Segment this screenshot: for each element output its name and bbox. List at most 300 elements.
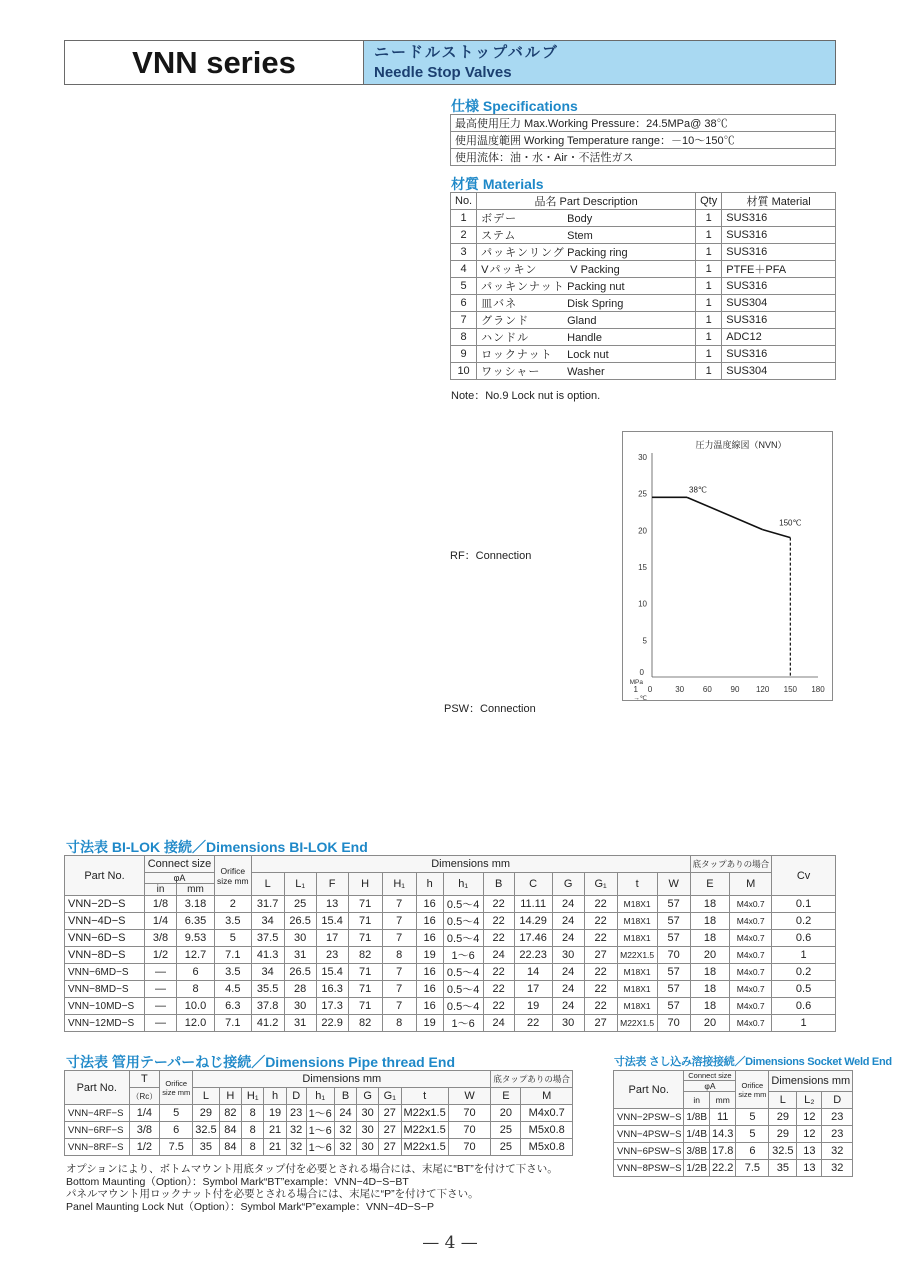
- bilok-cell: 22: [584, 930, 617, 947]
- pipe-cell: 5: [160, 1105, 193, 1122]
- subtitle-japanese: ニードルストップバルブ: [374, 44, 559, 61]
- bilok-cell: 7: [382, 964, 416, 981]
- bilok-cell: M22X1.5: [617, 1015, 657, 1032]
- materials-col-qty: Qty: [696, 193, 722, 210]
- pipe-cell: 70: [448, 1105, 491, 1122]
- pipe-cell: 8: [242, 1105, 264, 1122]
- series-line-segment: [763, 530, 791, 538]
- bilok-cell: 37.8: [251, 998, 284, 1015]
- bilok-cell: 30: [552, 1015, 584, 1032]
- pipe-col-h: h: [264, 1088, 286, 1105]
- socket-cell: 5: [736, 1126, 769, 1143]
- socket-cell: 13: [797, 1143, 822, 1160]
- socket-body: [614, 1109, 853, 1177]
- bilok-col-G: G: [552, 873, 584, 896]
- bilok-cell: 0.5～4: [443, 964, 483, 981]
- bilok-cell: 19: [416, 947, 443, 964]
- bilok-cell: —: [145, 964, 177, 981]
- socket-cell: 12: [797, 1126, 822, 1143]
- socket-cell: VNN−8PSW−S: [614, 1160, 684, 1177]
- bilok-col-h1: h₁: [443, 873, 483, 896]
- pipe-cell: 32: [286, 1122, 306, 1139]
- materials-row: [451, 227, 836, 244]
- bilok-cell: 26.5: [284, 913, 316, 930]
- materials-row: [451, 210, 836, 227]
- socket-cell: 6: [736, 1143, 769, 1160]
- bilok-cell: 0.5～4: [443, 913, 483, 930]
- bilok-cell: 1～6: [443, 947, 483, 964]
- bilok-dims-header: Dimensions mm: [251, 856, 690, 873]
- socket-cell: VNN−2PSW−S: [614, 1109, 684, 1126]
- spec-temperature: 使用温度範囲 Working Temperature range：－10～150℃: [451, 132, 836, 149]
- bilok-cell: M4x0.7: [730, 896, 772, 913]
- rf-connection-label: RF：Connection: [450, 550, 532, 562]
- bilok-cell: 16.3: [316, 981, 348, 998]
- bilok-part-header: Part No.: [65, 856, 145, 896]
- materials-col-material: 材質 Material: [722, 193, 836, 210]
- bilok-col-h: h: [416, 873, 443, 896]
- bilok-cell: M18X1: [617, 964, 657, 981]
- pipe-cell: 19: [264, 1105, 286, 1122]
- socket-connect-header: Connect size: [684, 1071, 736, 1081]
- socket-row: [614, 1160, 853, 1177]
- bilok-cell: 0.6: [772, 998, 836, 1015]
- pipe-col-H: H: [219, 1088, 241, 1105]
- bilok-col-M: M: [730, 873, 772, 896]
- pipe-cell: 23: [286, 1105, 306, 1122]
- x-tick-label: 120: [755, 685, 770, 694]
- socket-cell: 32.5: [769, 1143, 797, 1160]
- materials-row: [451, 346, 836, 363]
- bilok-row: [65, 913, 836, 930]
- bilok-cell: 11.11: [514, 896, 552, 913]
- y-tick-label: 25: [638, 489, 647, 499]
- bilok-cell: 4.5: [215, 981, 252, 998]
- pipe-cell: 1～6: [306, 1139, 334, 1156]
- materials-material: SUS304: [722, 295, 836, 312]
- bilok-cell: 22: [483, 896, 514, 913]
- bilok-cell: 17.46: [514, 930, 552, 947]
- pipe-cell: M5x0.8: [521, 1122, 573, 1139]
- pressure-temperature-chart: [622, 431, 833, 701]
- bilok-cell: VNN−6MD−S: [65, 964, 145, 981]
- socket-row: [614, 1143, 853, 1160]
- pipe-col-D: D: [286, 1088, 306, 1105]
- pipe-cell: 6: [160, 1122, 193, 1139]
- materials-col-no: No.: [451, 193, 477, 210]
- bilok-cell: 16: [416, 896, 443, 913]
- socket-cell: 32: [822, 1143, 853, 1160]
- chart-title: 圧力温度線図（NVN）: [695, 440, 787, 450]
- bilok-cell: 17: [316, 930, 348, 947]
- pipe-cell: 24: [334, 1105, 356, 1122]
- bilok-cell: 22: [483, 981, 514, 998]
- bilok-cell: VNN−8MD−S: [65, 981, 145, 998]
- bilok-col-G1: G₁: [584, 873, 617, 896]
- materials-part: [477, 278, 696, 295]
- bilok-cell: 0.5: [772, 981, 836, 998]
- bilok-cell: 57: [657, 998, 690, 1015]
- bilok-cell: 18: [690, 964, 730, 981]
- pipe-cell: 32: [286, 1139, 306, 1156]
- pipe-col-L: L: [193, 1088, 219, 1105]
- bilok-cell: 28: [284, 981, 316, 998]
- series-line-segment: [687, 497, 763, 529]
- pipe-cell: 20: [491, 1105, 521, 1122]
- socket-cell: 1/4B: [684, 1126, 710, 1143]
- pipe-row: [65, 1122, 573, 1139]
- bilok-cell: 7.1: [215, 947, 252, 964]
- socket-phia-header: φA: [684, 1081, 736, 1092]
- pipe-cell: 35: [193, 1139, 219, 1156]
- bilok-cell: VNN−8D−S: [65, 947, 145, 964]
- bilok-cell: 22: [584, 913, 617, 930]
- pipe-col-E: E: [491, 1088, 521, 1105]
- x-tick-label: 60: [702, 685, 712, 694]
- materials-part-en: Lock nut: [567, 349, 609, 361]
- pipe-cell: M22x1.5: [401, 1139, 448, 1156]
- bilok-cell: 22: [584, 981, 617, 998]
- materials-row: [451, 312, 836, 329]
- bilok-cell: 0.6: [772, 930, 836, 947]
- footnotes: [66, 1163, 558, 1213]
- socket-cell: 12: [797, 1109, 822, 1126]
- materials-material: ADC12: [722, 329, 836, 346]
- materials-row: [451, 261, 836, 278]
- bilok-cell: 24: [552, 913, 584, 930]
- materials-no: 1: [451, 210, 477, 227]
- materials-material: SUS316: [722, 278, 836, 295]
- bilok-cell: 70: [657, 947, 690, 964]
- pipe-rc-header: （Rc）: [129, 1088, 160, 1105]
- socket-cell: 32: [822, 1160, 853, 1177]
- socket-cell: VNN−6PSW−S: [614, 1143, 684, 1160]
- bilok-cell: 15.4: [316, 913, 348, 930]
- socket-cell: 7.5: [736, 1160, 769, 1177]
- bilok-cell: 8: [382, 947, 416, 964]
- socket-in-header: in: [684, 1092, 710, 1109]
- materials-part-jp: 皿バネ: [481, 298, 518, 310]
- materials-no: 5: [451, 278, 477, 295]
- bilok-cell: M18X1: [617, 930, 657, 947]
- socket-cell: 17.8: [710, 1143, 736, 1160]
- subtitle-english: Needle Stop Valves: [374, 64, 512, 81]
- pipe-title: 寸法表 管用テーパーねじ接続／Dimensions Pipe thread End: [66, 1054, 456, 1070]
- bilok-cell: M4x0.7: [730, 964, 772, 981]
- bilok-cell: M4x0.7: [730, 930, 772, 947]
- y-tick-label: 5: [642, 636, 647, 646]
- bilok-cell: 16: [416, 998, 443, 1015]
- bilok-cell: 31: [284, 1015, 316, 1032]
- pipe-dimensions-table: [64, 1070, 573, 1156]
- materials-part-en: Packing ring: [567, 247, 628, 259]
- materials-part: [477, 346, 696, 363]
- bilok-cell: 6: [177, 964, 215, 981]
- x-origin-label: 1: [633, 685, 638, 694]
- page-number: — 4 —: [422, 1233, 478, 1253]
- bilok-cell: 0.1: [772, 896, 836, 913]
- bilok-orifice-header: Orifice size mm: [215, 856, 252, 896]
- materials-part-jp: グランド: [481, 315, 530, 327]
- psw-connection-label: PSW：Connection: [444, 703, 536, 715]
- materials-row: [451, 244, 836, 261]
- materials-part-en: Body: [567, 213, 593, 225]
- bilok-col-W: W: [657, 873, 690, 896]
- bilok-cell: 22: [483, 913, 514, 930]
- x-tick-label: 30: [675, 685, 685, 694]
- pipe-cell: 32: [334, 1139, 356, 1156]
- bilok-cell: 13: [316, 896, 348, 913]
- pipe-cell: 32: [334, 1122, 356, 1139]
- bilok-cell: 22: [483, 930, 514, 947]
- bilok-cell: 7: [382, 981, 416, 998]
- bilok-cell: 34: [251, 913, 284, 930]
- materials-no: 4: [451, 261, 477, 278]
- bilok-cell: 30: [284, 998, 316, 1015]
- bilok-cell: 7: [382, 930, 416, 947]
- materials-part: [477, 295, 696, 312]
- socket-dimensions-table: [613, 1070, 853, 1177]
- bilok-cell: 18: [690, 913, 730, 930]
- bilok-cell: 18: [690, 981, 730, 998]
- pipe-part-header: Part No.: [65, 1071, 130, 1105]
- materials-part: [477, 312, 696, 329]
- socket-cell: 11: [710, 1109, 736, 1126]
- pipe-col-G: G: [357, 1088, 379, 1105]
- x-axis-label: →℃: [633, 695, 647, 702]
- bilok-cell: 0.2: [772, 964, 836, 981]
- bilok-cell: 24: [483, 947, 514, 964]
- bilok-cell: 22: [514, 1015, 552, 1032]
- bilok-cell: 70: [657, 1015, 690, 1032]
- bilok-cell: M18X1: [617, 998, 657, 1015]
- bilok-cell: 0.5～4: [443, 998, 483, 1015]
- bilok-in-header: in: [145, 884, 177, 896]
- bilok-cell: 30: [552, 947, 584, 964]
- materials-body: [451, 210, 836, 380]
- bilok-cell: 27: [584, 1015, 617, 1032]
- materials-row: [451, 278, 836, 295]
- footnote-line: オプションにより、ボトムマウント用底タップ付を必要とされる場合には、末尾に“BT”を付けて下さい。: [66, 1163, 558, 1175]
- series-title: VNN series: [132, 44, 296, 80]
- bilok-tap-header: 底タップありの場合: [690, 856, 772, 873]
- bilok-cell: 82: [348, 947, 382, 964]
- materials-part: [477, 227, 696, 244]
- materials-part-jp: ステム: [481, 230, 517, 242]
- socket-part-header: Part No.: [614, 1071, 684, 1109]
- bilok-cell: —: [145, 981, 177, 998]
- bilok-cell: 7.1: [215, 1015, 252, 1032]
- bilok-col-E: E: [690, 873, 730, 896]
- pipe-cell: 29: [193, 1105, 219, 1122]
- materials-material: SUS316: [722, 227, 836, 244]
- materials-no: 10: [451, 363, 477, 380]
- bilok-header-row: [65, 873, 836, 884]
- bilok-cell: M4x0.7: [730, 998, 772, 1015]
- materials-part-en: Handle: [567, 332, 602, 344]
- materials-material: SUS316: [722, 312, 836, 329]
- materials-part-en: Packing nut: [567, 281, 625, 293]
- bilok-cell: VNN−12MD−S: [65, 1015, 145, 1032]
- materials-part-en: Gland: [567, 315, 597, 327]
- pipe-cell: 84: [219, 1139, 241, 1156]
- bilok-cell: 30: [284, 930, 316, 947]
- bilok-cell: 1～6: [443, 1015, 483, 1032]
- bilok-cell: 1/4: [145, 913, 177, 930]
- series-header: [64, 40, 836, 85]
- materials-part-en: Washer: [567, 366, 605, 378]
- pipe-col-H1: H₁: [242, 1088, 264, 1105]
- bilok-cell: 8: [177, 981, 215, 998]
- bilok-cell: —: [145, 998, 177, 1015]
- materials-part-jp: Vパッキン: [481, 264, 538, 276]
- pipe-cell: M22x1.5: [401, 1105, 448, 1122]
- bilok-cell: 27: [584, 947, 617, 964]
- bilok-cell: M4x0.7: [730, 947, 772, 964]
- bilok-cell: M22X1.5: [617, 947, 657, 964]
- bilok-cell: 18: [690, 896, 730, 913]
- bilok-cell: 7: [382, 998, 416, 1015]
- bilok-cell: 18: [690, 930, 730, 947]
- bilok-col-H: H: [348, 873, 382, 896]
- pipe-cell: 21: [264, 1139, 286, 1156]
- materials-qty: 1: [696, 329, 722, 346]
- socket-cell: 35: [769, 1160, 797, 1177]
- pipe-tap-header: 底タップありの場合: [491, 1071, 573, 1088]
- bilok-cell: 41.2: [251, 1015, 284, 1032]
- bilok-title: 寸法表 BI-LOK 接続／Dimensions BI-LOK End: [66, 839, 368, 855]
- bilok-col-B: B: [483, 873, 514, 896]
- pipe-cell: 1/2: [129, 1139, 160, 1156]
- materials-qty: 1: [696, 227, 722, 244]
- chart-annotation: 38℃: [689, 485, 707, 495]
- socket-row: [614, 1126, 853, 1143]
- pipe-orifice-header: Orifice size mm: [160, 1071, 193, 1105]
- materials-no: 2: [451, 227, 477, 244]
- bilok-cell: VNN−10MD−S: [65, 998, 145, 1015]
- y-tick-label: 15: [638, 563, 647, 572]
- bilok-cell: 16: [416, 964, 443, 981]
- bilok-cell: 57: [657, 896, 690, 913]
- bilok-col-C: C: [514, 873, 552, 896]
- bilok-cv-header: Cv: [772, 856, 836, 896]
- spec-fluid: 使用流体：油・水・Air・不活性ガス: [451, 149, 836, 166]
- bilok-cell: 71: [348, 913, 382, 930]
- bilok-cell: 1: [772, 1015, 836, 1032]
- bilok-cell: 16: [416, 981, 443, 998]
- bilok-cell: 0.5～4: [443, 930, 483, 947]
- bilok-row: [65, 964, 836, 981]
- materials-no: 9: [451, 346, 477, 363]
- pipe-row: [65, 1139, 573, 1156]
- pipe-cell: 27: [379, 1105, 401, 1122]
- pipe-cell: 84: [219, 1122, 241, 1139]
- bilok-mm-header: mm: [177, 884, 215, 896]
- bilok-cell: 16: [416, 913, 443, 930]
- pipe-t-header: T: [129, 1071, 160, 1088]
- bilok-cell: 24: [552, 930, 584, 947]
- bilok-cell: 31: [284, 947, 316, 964]
- bilok-cell: 3.5: [215, 913, 252, 930]
- materials-title: 材質 Materials: [451, 176, 544, 192]
- pipe-cell: 8: [242, 1139, 264, 1156]
- materials-part: [477, 363, 696, 380]
- materials-material: PTFE＋PFA: [722, 261, 836, 278]
- materials-part: [477, 210, 696, 227]
- pipe-cell: 1～6: [306, 1122, 334, 1139]
- bilok-cell: M4x0.7: [730, 981, 772, 998]
- bilok-connect-header: Connect size: [145, 856, 215, 873]
- spec-row: [451, 132, 836, 149]
- socket-cell: 1/2B: [684, 1160, 710, 1177]
- materials-qty: 1: [696, 346, 722, 363]
- bilok-body: [65, 896, 836, 1032]
- bilok-cell: 24: [552, 896, 584, 913]
- bilok-cell: 25: [284, 896, 316, 913]
- pipe-cell: 25: [491, 1139, 521, 1156]
- bilok-cell: 24: [483, 1015, 514, 1032]
- pipe-col-M: M: [521, 1088, 573, 1105]
- bilok-cell: M4x0.7: [730, 1015, 772, 1032]
- pipe-cell: 82: [219, 1105, 241, 1122]
- bilok-cell: VNN−2D−S: [65, 896, 145, 913]
- socket-row: [614, 1109, 853, 1126]
- bilok-cell: 0.2: [772, 913, 836, 930]
- pipe-cell: M5x0.8: [521, 1139, 573, 1156]
- bilok-cell: 26.5: [284, 964, 316, 981]
- pipe-cell: 70: [448, 1122, 491, 1139]
- materials-part-jp: ロックナット: [481, 349, 553, 361]
- bilok-cell: 2: [215, 896, 252, 913]
- pipe-cell: 1/4: [129, 1105, 160, 1122]
- pipe-cell: 30: [357, 1139, 379, 1156]
- bilok-cell: 9.53: [177, 930, 215, 947]
- bilok-phia-header: φA: [145, 873, 215, 884]
- bilok-cell: 22: [483, 998, 514, 1015]
- socket-cell: 1/8B: [684, 1109, 710, 1126]
- pipe-cell: 7.5: [160, 1139, 193, 1156]
- bilok-cell: 22: [584, 998, 617, 1015]
- pipe-header-row: [65, 1071, 573, 1088]
- pipe-cell: VNN−8RF−S: [65, 1139, 130, 1156]
- pipe-cell: VNN−4RF−S: [65, 1105, 130, 1122]
- pipe-cell: 8: [242, 1122, 264, 1139]
- socket-header-row: [614, 1071, 853, 1081]
- bilok-header-row: [65, 856, 836, 873]
- pipe-cell: 27: [379, 1139, 401, 1156]
- materials-part: [477, 261, 696, 278]
- pipe-cell: 70: [448, 1139, 491, 1156]
- bilok-cell: 14.29: [514, 913, 552, 930]
- pipe-cell: 3/8: [129, 1122, 160, 1139]
- x-tick-label: 150: [783, 685, 798, 694]
- bilok-col-L: L: [251, 873, 284, 896]
- bilok-cell: 19: [416, 1015, 443, 1032]
- socket-title: 寸法表 さし込み溶接接続／Dimensions Socket Weld End: [614, 1056, 892, 1068]
- bilok-cell: 0.5～4: [443, 981, 483, 998]
- bilok-col-t: t: [617, 873, 657, 896]
- bilok-cell: VNN−6D−S: [65, 930, 145, 947]
- y-tick-label: 30: [638, 453, 647, 462]
- bilok-cell: 6.3: [215, 998, 252, 1015]
- bilok-cell: 35.5: [251, 981, 284, 998]
- bilok-cell: 16: [416, 930, 443, 947]
- bilok-cell: 3.18: [177, 896, 215, 913]
- socket-cell: VNN−4PSW−S: [614, 1126, 684, 1143]
- y-axis-label: MPa: [629, 679, 643, 686]
- bilok-cell: VNN−4D−S: [65, 913, 145, 930]
- bilok-cell: 0.5～4: [443, 896, 483, 913]
